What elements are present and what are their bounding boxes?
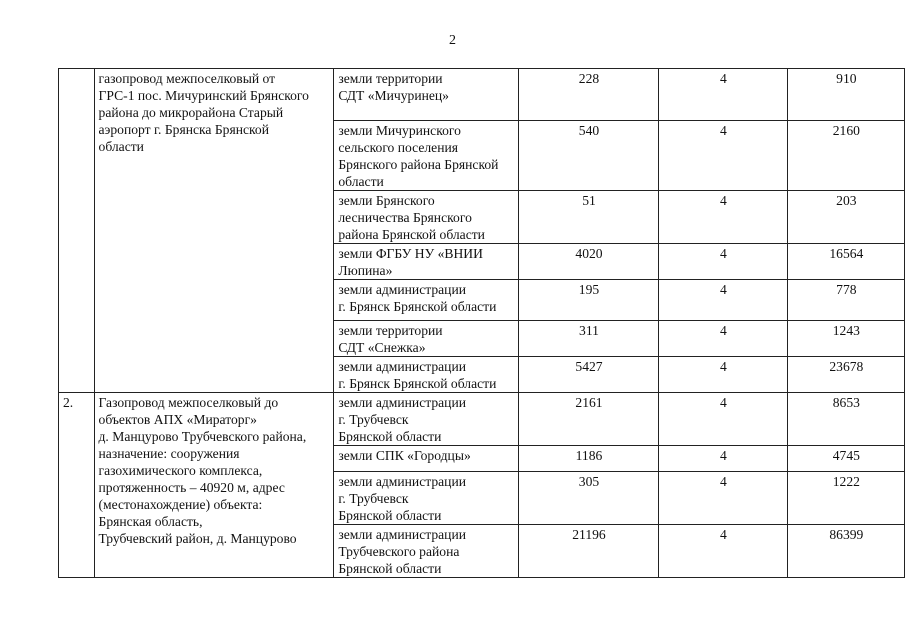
- length-value: 51: [519, 191, 659, 244]
- area-value: 910: [787, 69, 904, 121]
- width-value: 4: [658, 393, 787, 446]
- description-line: газохимического комплекса,: [98, 463, 263, 478]
- land-category-line: области: [338, 174, 384, 189]
- width-value: 4: [658, 525, 787, 578]
- land-category-line: района Брянской области: [338, 227, 485, 242]
- land-category: [334, 321, 519, 357]
- description-line: ГРС-1 пос. Мичуринский Брянского: [98, 88, 309, 103]
- land-category-line: Люпина»: [338, 263, 393, 278]
- width-value: 4: [658, 357, 787, 393]
- area-value: 1243: [787, 321, 904, 357]
- land-category: [334, 244, 519, 280]
- length-value: 228: [519, 69, 659, 121]
- width-value: 4: [658, 321, 787, 357]
- length-value: 5427: [519, 357, 659, 393]
- object-description: [94, 393, 334, 578]
- land-category: [334, 280, 519, 321]
- description-line: (местонахождение) объекта:: [98, 497, 263, 512]
- description-line: протяженность – 40920 м, адрес: [98, 480, 285, 495]
- land-category: [334, 393, 519, 446]
- land-category-line: СДТ «Мичуринец»: [338, 88, 449, 103]
- land-category-line: земли администрации: [338, 527, 466, 542]
- width-value: 4: [658, 280, 787, 321]
- width-value: 4: [658, 69, 787, 121]
- land-category-line: земли администрации: [338, 282, 466, 297]
- area-value: 23678: [787, 357, 904, 393]
- land-category-line: г. Брянск Брянской области: [338, 299, 497, 314]
- length-value: 305: [519, 472, 659, 525]
- land-category-line: земли ФГБУ НУ «ВНИИ: [338, 246, 483, 261]
- land-category-line: Брянского района Брянской: [338, 157, 499, 172]
- land-category-line: Брянской области: [338, 429, 442, 444]
- area-value: 16564: [787, 244, 904, 280]
- description-line: д. Манцурово Трубчевского района,: [98, 429, 307, 444]
- land-category-line: г. Трубчевск: [338, 412, 409, 427]
- land-category-line: земли территории: [338, 323, 443, 338]
- land-category-line: земли Мичуринского: [338, 123, 461, 138]
- area-value: 1222: [787, 472, 904, 525]
- land-category: [334, 357, 519, 393]
- land-category-line: г. Трубчевск: [338, 491, 409, 506]
- area-value: 2160: [787, 121, 904, 191]
- land-category-line: земли Брянского: [338, 193, 435, 208]
- land-category: [334, 121, 519, 191]
- land-category-line: земли администрации: [338, 395, 466, 410]
- length-value: 2161: [519, 393, 659, 446]
- description-line: объектов АПХ «Мираторг»: [98, 412, 257, 427]
- description-line: газопровод межпоселковый от: [98, 71, 276, 86]
- land-category-line: Брянской области: [338, 508, 442, 523]
- width-value: 4: [658, 472, 787, 525]
- description-line: области: [98, 139, 144, 154]
- length-value: 311: [519, 321, 659, 357]
- description-line: аэропорт г. Брянска Брянской: [98, 122, 269, 137]
- length-value: 21196: [519, 525, 659, 578]
- description-line: назначение: сооружения: [98, 446, 240, 461]
- land-category-line: земли администрации: [338, 359, 466, 374]
- width-value: 4: [658, 121, 787, 191]
- length-value: 195: [519, 280, 659, 321]
- length-value: 4020: [519, 244, 659, 280]
- area-value: 86399: [787, 525, 904, 578]
- length-value: 540: [519, 121, 659, 191]
- land-allocation-table: [58, 68, 905, 578]
- area-value: 8653: [787, 393, 904, 446]
- land-category-line: земли территории: [338, 71, 443, 86]
- land-category-line: земли администрации: [338, 474, 466, 489]
- area-value: 778: [787, 280, 904, 321]
- land-category-line: Трубчевского района: [338, 544, 460, 559]
- description-line: Брянская область,: [98, 514, 203, 529]
- land-category-line: лесничества Брянского: [338, 210, 472, 225]
- description-line: Трубчевский район, д. Манцурово: [98, 531, 297, 546]
- land-category-line: земли СПК «Городцы»: [338, 448, 471, 463]
- land-category-line: г. Брянск Брянской области: [338, 376, 497, 391]
- width-value: 4: [658, 446, 787, 472]
- description-line: района до микрорайона Старый: [98, 105, 284, 120]
- table-row: [59, 69, 905, 121]
- land-category: [334, 472, 519, 525]
- width-value: 4: [658, 244, 787, 280]
- table-row: [59, 393, 905, 446]
- object-number: [59, 69, 95, 393]
- area-value: 203: [787, 191, 904, 244]
- area-value: 4745: [787, 446, 904, 472]
- page-number: 2: [449, 33, 456, 48]
- object-description: [94, 69, 334, 393]
- length-value: 1186: [519, 446, 659, 472]
- width-value: 4: [658, 191, 787, 244]
- land-category-line: сельского поселения: [338, 140, 459, 155]
- description-line: Газопровод межпоселковый до: [98, 395, 279, 410]
- land-category: [334, 69, 519, 121]
- land-category-line: Брянской области: [338, 561, 442, 576]
- object-number: 2.: [59, 393, 95, 578]
- land-category: [334, 446, 519, 472]
- land-category: [334, 525, 519, 578]
- land-category-line: СДТ «Снежка»: [338, 340, 426, 355]
- land-category: [334, 191, 519, 244]
